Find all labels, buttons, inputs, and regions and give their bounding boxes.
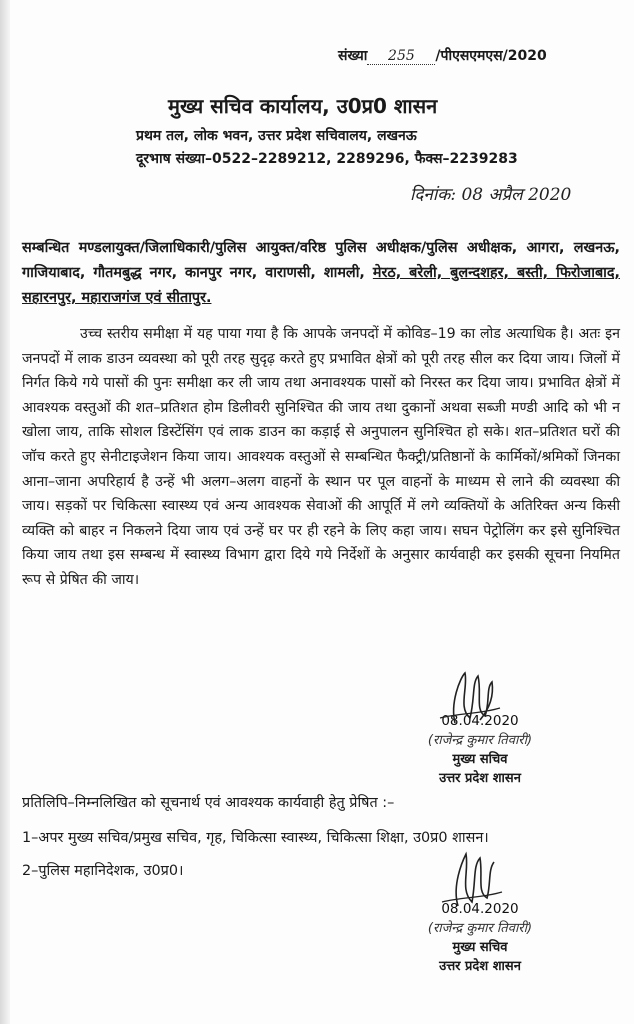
signature-date: 08.04.2020 xyxy=(441,901,519,917)
page-edge-shadow xyxy=(0,0,10,1024)
signatory-name: (राजेन्द्र कुमार तिवारी) xyxy=(427,921,533,936)
letter-body xyxy=(22,322,620,593)
reference-number xyxy=(338,46,628,65)
addressees xyxy=(22,236,620,311)
handwritten-date: दिनांक: 08 अप्रैल 2020 xyxy=(410,185,572,205)
signatory-department: उत्तर प्रदेश शासन xyxy=(439,771,521,786)
signatory-department: उत्तर प्रदेश शासन xyxy=(439,959,521,974)
reference-suffix: /पीएसएमएस/2020 xyxy=(435,48,547,64)
copy-heading: प्रतिलिपि–निम्नलिखित को सूचनार्थ एवं आवश्यक कार्यवाही हेतु प्रेषित :– xyxy=(22,795,395,811)
addressees-line-2: मेरठ, बरेली, बुलन्दशहर, बस्ती, फिरोजाबाद, सहारनपुर, महाराजगंज एवं सीतापुर. xyxy=(22,265,620,306)
office-title: मुख्य सचिव कार्यालय, उ0प्र0 शासन xyxy=(168,94,438,118)
office-address: प्रथम तल, लोक भवन, उत्तर प्रदेश सचिवालय, लखनऊ xyxy=(136,128,417,144)
addressees-line-1: सम्बन्धित मण्डलायुक्त/जिलाधिकारी/पुलिस आयुक्त/वरिष्ठ पुलिस अधीक्षक/पुलिस अधीक्षक, आगरा, लखनऊ, गाजियाबाद, गौतमबुद्ध नगर, कानपुर नगर, वाराणसी, शामली, xyxy=(22,240,620,281)
signatory-designation: मुख्य सचिव xyxy=(452,940,508,955)
copy-item-1: 1–अपर मुख्य सचिव/प्रमुख सचिव, गृह, चिकित्सा स्वास्थ्य, चिकित्सा शिक्षा, उ0प्र0 शासन। xyxy=(22,830,489,846)
signatory-designation: मुख्य सचिव xyxy=(452,752,508,767)
signature-scribble xyxy=(420,850,510,910)
copy-item-2: 2–पुलिस महानिदेशक, उ0प्र0। xyxy=(22,863,184,879)
signatory-name: (राजेन्द्र कुमार तिवारी) xyxy=(427,733,533,748)
signature-scribble xyxy=(420,668,510,728)
reference-number-value: 255 xyxy=(367,48,435,65)
signature-block-1 xyxy=(400,712,560,788)
signature-block-2 xyxy=(400,900,560,976)
office-phone: दूरभाष संख्या–0522–2289212, 2289296, फैक्स–2239283 xyxy=(136,151,518,167)
signature-date: 08.04.2020 xyxy=(441,713,519,729)
reference-label: संख्या xyxy=(338,48,368,64)
body-paragraph: उच्च स्तरीय समीक्षा में यह पाया गया है कि आपके जनपदों में कोविड–19 का लोड अत्याधिक है। अतः इन जनपदों में लाक डाउन व्यवस्था को पूरी तरह सुदृढ़ करते हुए प्रभावित क्षेत्रों को पूरी तरह सील कर दिया जाय। जिलों में निर्गत किये गये पासों की पुनः समीक्षा कर ली जाय तथा अनावश्यक पासों को निरस्त कर दिया जाय। प्रभावित क्षेत्रों में आवश्यक वस्तुओं की शत–प्रतिशत होम डिलीवरी सुनिश्चित की जाय तथा दुकानों अथवा सब्जी मण्डी आदि को भी न खोला जाय, ताकि सोशल डिस्टेंसिंग एवं लाक डाउन का कड़ाई से अनुपालन सुनिश्चित हो सके। शत–प्रतिशत घरों की जॉच करते हुए सेनीटाइजेशन किया जाय। आवश्यक वस्तुओं से सम्बन्धित फैक्ट्री/प्रतिष्ठानों के कार्मिकों/श्रमिकों जिनका आना–जाना अपरिहार्य है उन्हें भी अलग–अलग वाहनों के स्थान पर पूल वाहनों के माध्यम से लाने की व्यवस्था की जाय। सड़कों पर चिकित्सा स्वास्थ्य एवं अन्य आवश्यक सेवाओं की आपूर्ति में लगे व्यक्तियों के अतिरिक्त अन्य किसी व्यक्ति को बाहर न निकलने दिया जाय एवं उन्हें घर पर ही रहने के लिए कहा जाय। सघन पेट्रोलिंग कर इसे सुनिश्चित किया जाय तथा इस सम्बन्ध में स्वास्थ्य विभाग द्वारा दिये गये निर्देशों के अनुसार कार्यवाही कर इसकी सूचना नियमित रूप से प्रेषित की जाय। xyxy=(22,326,620,588)
